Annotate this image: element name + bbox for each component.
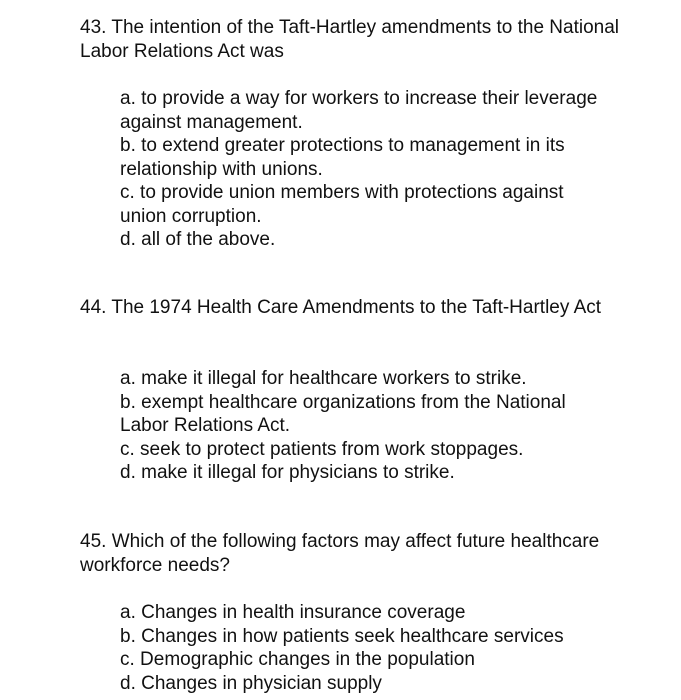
answer-option-d: d. make it illegal for physicians to strike. (120, 462, 455, 483)
answer-options (120, 367, 600, 485)
question-stem: 43. The intention of the Taft-Hartley amendments to the National Labor Relations Act was (80, 17, 620, 62)
answer-option-a: a. Changes in health insurance coverage (120, 602, 466, 623)
answer-option-b: b. Changes in how patients seek healthcare services (120, 625, 564, 647)
question-stem: 45. Which of the following factors may affect future healthcare workforce needs? (80, 531, 600, 576)
answer-option-b: b. exempt healthcare organizations from the National Labor Relations Act. (120, 391, 566, 436)
answer-options (120, 87, 600, 252)
answer-option-a: a. make it illegal for healthcare workers to strike. (120, 368, 527, 389)
answer-option-d: d. Changes in physician supply (120, 672, 382, 694)
answer-option-c: c. to provide union members with protections against union corruption. (120, 182, 564, 227)
question-43 (80, 16, 640, 250)
answer-options (120, 601, 600, 695)
question-44 (80, 296, 640, 483)
answer-option-b: b. to extend greater protections to management in its relationship with unions. (120, 135, 565, 180)
answer-option-c: c. seek to protect patients from work stoppages. (120, 438, 524, 460)
answer-option-c: c. Demographic changes in the population (120, 649, 475, 670)
question-45 (80, 530, 640, 694)
answer-option-d: d. all of the above. (120, 229, 276, 250)
answer-option-a: a. to provide a way for workers to increase their leverage against management. (120, 88, 598, 133)
question-stem: 44. The 1974 Health Care Amendments to the Taft-Hartley Act (80, 297, 602, 318)
